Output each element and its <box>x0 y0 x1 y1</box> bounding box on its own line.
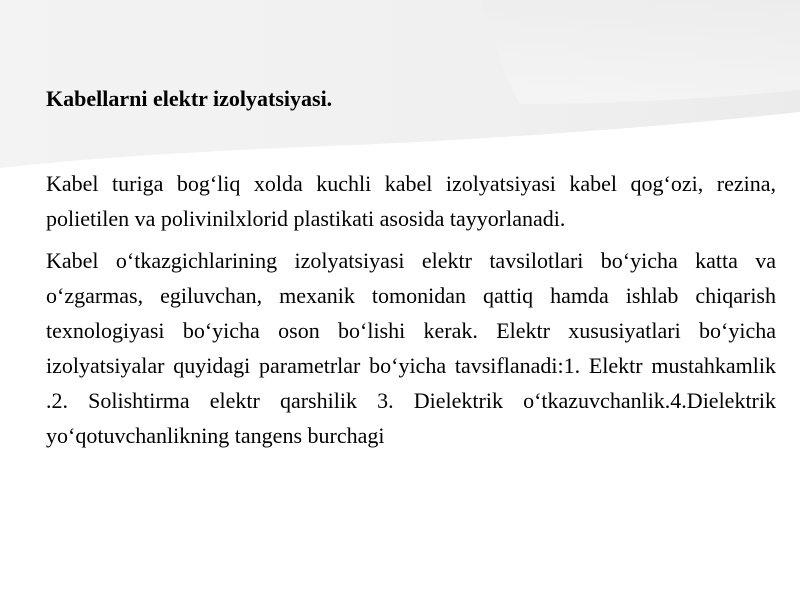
paragraph-insulation-properties: Kabel o‘tkazgichlarining izolyatsiyasi elektr tavsilotlari bo‘yicha katta va o‘zgarmas, egiluvchan, mexanik tomonidan qattiq hamda ishlab chiqarish texnologiyasi bo‘yicha oson bo‘lishi kerak. Elektr xususiyatlari bo‘yicha izolyatsiyalar quyidagi parametrlar bo‘yicha tavsiflanadi:1. Elektr mustahkamlik .2. Solishtirma elektr qarshilik 3. Dielektrik o‘tkazuvchanlik.4.Dielektrik yo‘qotuvchanlikning tangens burchagi <box>46 248 776 448</box>
paragraph-cable-insulation-materials: Kabel turiga bog‘liq xolda kuchli kabel izolyatsiyasi kabel qog‘ozi, rezina, polietilen va polivinilxlorid plastikati asosida tayyorlanadi. <box>46 171 776 231</box>
slide-title: Kabellarni elektr izolyatsiyasi. <box>46 86 333 111</box>
